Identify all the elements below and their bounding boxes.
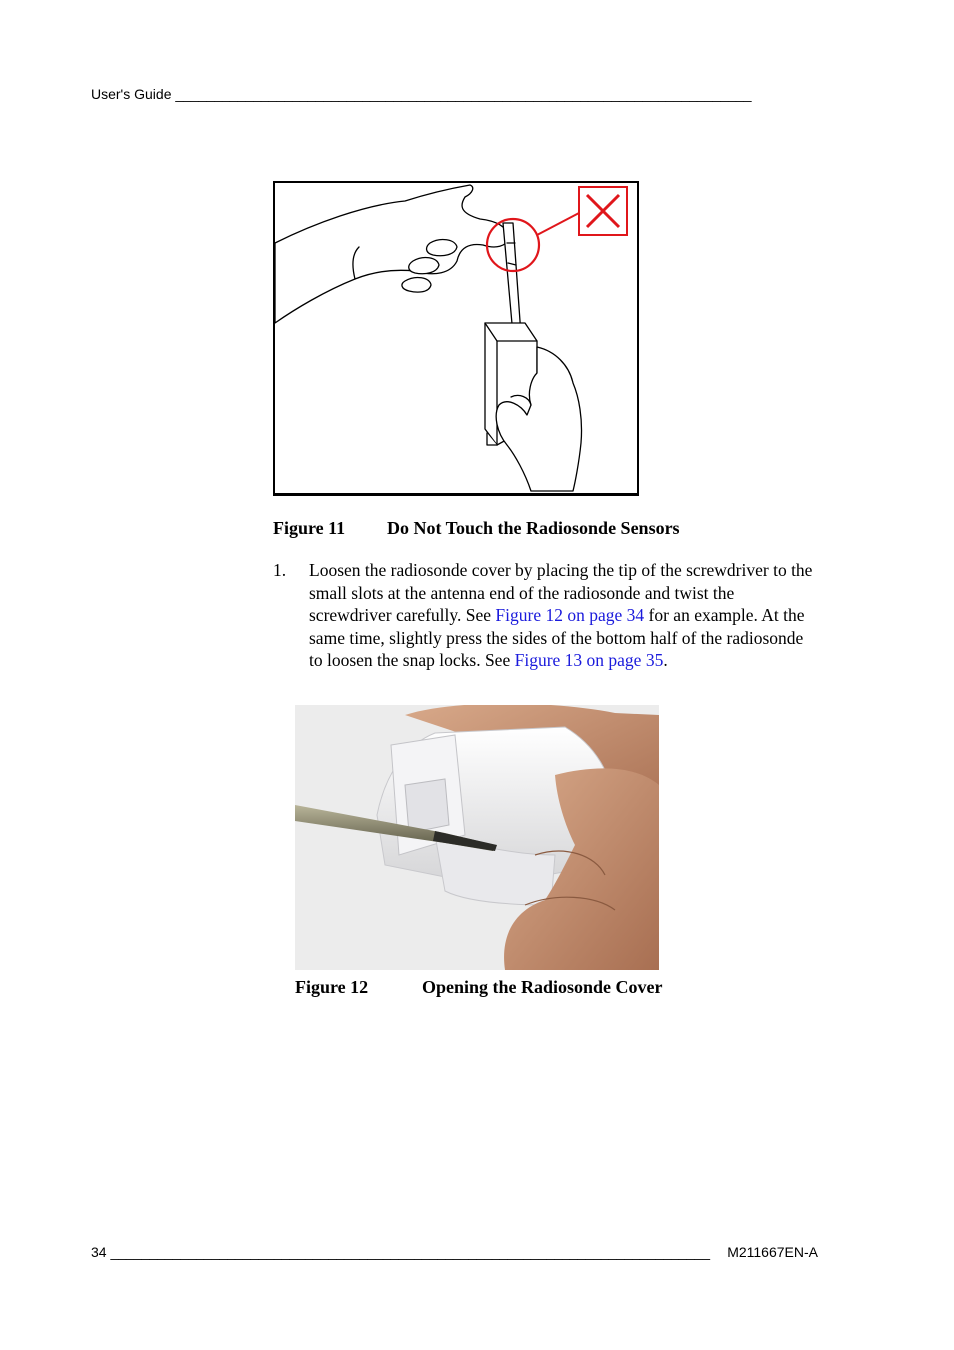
figure-11-title: Do Not Touch the Radiosonde Sensors (387, 518, 680, 538)
opening-cover-photo (295, 705, 659, 970)
figure-12-photo (295, 705, 659, 970)
page-number: 34 (91, 1244, 107, 1260)
figure-11-number: Figure 11 (273, 518, 346, 538)
figure-12-caption (295, 977, 663, 998)
step-1-text-a: Loosen the radiosonde cover by placing the tip of the screwdriver to the small slots at the antenna end of the radiosonde and twist the screwdriver carefully. See (309, 560, 813, 626)
red-x-warning-icon (579, 187, 627, 235)
footer-rule: _____________________________________________________________________________ (110, 1244, 711, 1260)
step-1-text-c: . (663, 650, 668, 671)
link-figure-13[interactable]: Figure 13 on page 35 (514, 650, 664, 671)
header-rule: __________________________________________________________________________ (175, 86, 752, 102)
figure-12-number: Figure 12 (295, 977, 369, 997)
figure-12-title: Opening the Radiosonde Cover (422, 977, 663, 997)
figure-11-illustration (273, 181, 639, 496)
step-1-text-b: for an example. At the same time, slightly press the sides of the bottom half of the radiosonde to loosen the snap locks. See (309, 605, 805, 671)
hand-touching-sensor-drawing (275, 183, 637, 493)
page-header (91, 86, 811, 102)
step-1-marker: 1. (273, 560, 287, 580)
step-1-text (309, 559, 821, 672)
document-code: M211667EN-A (727, 1244, 818, 1260)
page-footer (91, 1244, 818, 1260)
link-figure-12[interactable]: Figure 12 on page 34 (495, 605, 645, 626)
figure-11-caption (273, 518, 680, 539)
header-title: User's Guide (91, 86, 172, 102)
